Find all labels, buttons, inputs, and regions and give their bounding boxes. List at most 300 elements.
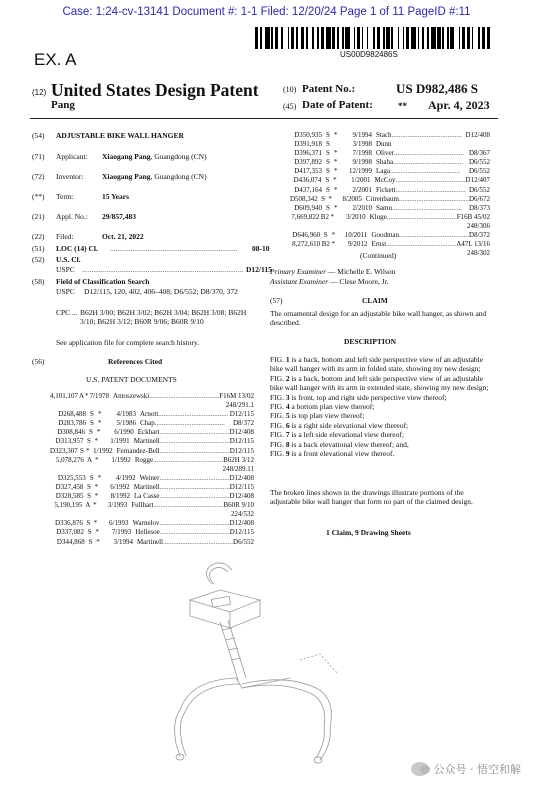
description-paragraph — [270, 440, 492, 449]
citation-s: * — [94, 482, 98, 491]
description-paragraph — [270, 393, 492, 402]
citation-leader: ........................................ — [159, 482, 230, 491]
primary-examiner-label: Primary Examiner — [270, 267, 327, 276]
citation-name: Samu — [376, 203, 392, 212]
description-paragraph — [270, 411, 492, 420]
patent-date: Apr. 4, 2023 — [428, 98, 490, 112]
citation-name: Kluge — [369, 212, 387, 221]
fig-prefix: FIG. — [270, 430, 286, 440]
fig-description: is a right side elevational view thereof; — [289, 420, 409, 430]
citation-k: S — [326, 131, 330, 139]
f22-num: (22) — [32, 232, 45, 241]
citation-date: 4/1992 — [116, 473, 136, 482]
citation-row — [50, 419, 254, 428]
citation-k: A — [78, 392, 84, 400]
citation-leader: ........................................ — [153, 501, 224, 510]
citation-name: Dunn — [376, 140, 392, 149]
patent-no-label: Patent No.: — [302, 83, 356, 95]
citation-leader: ........................................ — [159, 473, 230, 482]
description-paragraph — [270, 402, 492, 411]
citation-name: McCoy — [374, 176, 396, 185]
citation-date: 1/1991 — [110, 437, 130, 446]
citation-s: * — [328, 194, 332, 203]
citation-leader: ........................................ — [395, 185, 466, 194]
citation-num: D313,957 — [55, 437, 84, 446]
assistant-examiner-label: Assistant Examiner — [270, 277, 329, 286]
citation-row — [286, 195, 490, 204]
citation-num: D350,935 — [294, 131, 322, 139]
loc-class-label: LOC (14) Cl. — [56, 244, 98, 253]
citation-leader: ........................................ — [163, 537, 234, 546]
references-heading: References Cited — [108, 357, 163, 366]
fig-prefix: FIG. — [270, 392, 286, 402]
filed-value: Oct. 21, 2022 — [102, 232, 144, 241]
citation-k: B2 — [321, 240, 330, 249]
citation-leader: ........................................ — [159, 492, 230, 501]
citation-row — [50, 437, 254, 446]
fig-description: a bottom plan view thereof; — [289, 402, 375, 412]
claims-footer: 1 Claim, 9 Drawing Sheets — [326, 528, 411, 537]
citation-date: 7/1993 — [111, 528, 132, 537]
citation-name: Chap — [140, 419, 155, 428]
citation-name: Rogge — [134, 455, 154, 464]
citation-cls: D6/552 — [469, 158, 490, 167]
description-body — [270, 355, 492, 458]
description-paragraph — [270, 355, 492, 374]
citation-name: Antoszewski — [113, 392, 150, 400]
citation-date: 6/1993 — [109, 519, 129, 528]
citation-k: S — [86, 437, 91, 446]
us-documents-heading: U.S. PATENT DOCUMENTS — [86, 375, 177, 384]
citation-leader: ........................................ — [391, 203, 462, 212]
citation-cls: D6/552 — [469, 167, 490, 176]
citation-s: * — [330, 212, 334, 221]
citation-date: 6/1990 — [114, 428, 134, 437]
citation-leader: ........................................ — [395, 176, 466, 185]
fig-number: 2 — [285, 373, 290, 383]
citation-s: * — [334, 131, 338, 139]
citation-leader: ........................................ — [386, 212, 457, 221]
citation-num: D344,868 — [56, 537, 85, 546]
citation-cls: D12/115 — [229, 437, 254, 446]
citation-s: * — [334, 185, 338, 194]
field-search-uspc: D12/115, 120, 402, 406–408; D6/552; D8/370, 372 — [84, 287, 238, 296]
f52-num: (52) — [32, 255, 45, 264]
citation-k: S — [326, 203, 330, 212]
field-search-uspc-label: USPC — [56, 287, 75, 296]
citation-num: D436,074 — [293, 176, 322, 185]
citation-date: 8/2005 — [342, 194, 362, 203]
citation-leader: ........................................ — [399, 231, 470, 240]
term-label: Term: — [56, 192, 74, 201]
citation-row — [286, 213, 490, 222]
citation-k: S — [326, 167, 330, 176]
appl-no-value: 29/857,483 — [102, 212, 136, 221]
citation-k: S — [90, 419, 94, 428]
watermark-text: 公众号 · 悟空和解 — [433, 763, 521, 776]
fig-number: 8 — [285, 439, 290, 449]
citation-cls: D8/372 — [469, 231, 491, 240]
citation-s: * — [331, 231, 335, 240]
citation-date: 7/1978 — [89, 392, 110, 400]
citation-row — [50, 456, 254, 465]
f51-num: (51) — [32, 244, 45, 253]
citation-row — [286, 158, 490, 167]
citation-k: A — [85, 501, 91, 510]
header-rule — [30, 118, 498, 119]
fig-number: 7 — [285, 430, 290, 440]
citation-name: Eckhart — [137, 428, 160, 437]
citation-cls: D12/115 — [229, 410, 254, 419]
fig-number: 1 — [285, 355, 290, 364]
citation-row — [286, 131, 490, 140]
citation-k: S — [89, 473, 94, 482]
fig-description: is a back, bottom and left side perspective view of an adjustable bike wall hanger with its arm in folded state, showing my new design; — [270, 355, 484, 374]
citation-row — [50, 492, 254, 501]
citation-s: * — [96, 537, 100, 546]
citation-s: * — [95, 455, 99, 464]
patent-number: US D982,486 S — [396, 81, 478, 96]
citation-num: 5,078,276 — [55, 455, 84, 464]
fig-prefix: FIG. — [270, 402, 286, 412]
citation-cls: D12/408 — [229, 519, 255, 528]
citation-num: D308,846 — [57, 428, 86, 437]
fig-prefix: FIG. — [270, 373, 286, 383]
f56-num: (56) — [32, 357, 45, 366]
citation-name: Fickett — [376, 185, 396, 194]
citation-row — [286, 186, 490, 195]
citation-row — [286, 231, 490, 240]
field-search-label: Field of Classification Search — [56, 277, 150, 286]
citation-row — [286, 167, 490, 176]
citation-date: 7/1998 — [352, 149, 372, 158]
citation-name: Weiner — [139, 473, 160, 482]
citation-date: 9/2012 — [347, 240, 368, 249]
broken-lines-note: The broken lines shown in the drawings illustrate portions of the adjustable bike wall hanger that form no part of the claimed design. — [270, 488, 473, 507]
citation-row — [50, 392, 254, 401]
barcode-text: US00D982486S — [340, 50, 398, 59]
citation-cls: D6/552 — [469, 185, 490, 194]
fig-number: 4 — [285, 402, 290, 412]
citation-leader: ........................................ — [393, 158, 464, 167]
citation-date: 5/1986 — [116, 419, 136, 428]
citation-num: D396,371 — [294, 149, 322, 158]
citation-num: D328,585 — [55, 492, 84, 501]
citation-continuation: 248/302 — [467, 249, 490, 258]
barcode — [255, 27, 492, 49]
citation-s: * — [94, 437, 98, 446]
citation-k: S — [321, 194, 326, 203]
citation-s: * — [98, 419, 102, 428]
citation-date: 10/2011 — [344, 231, 368, 240]
f54-num: (54) — [32, 131, 45, 140]
citation-name: Martinell — [136, 537, 164, 546]
citation-cls: D6/552 — [233, 537, 255, 546]
description-paragraph — [270, 374, 492, 393]
citation-cls: D12/408 — [229, 428, 254, 437]
citation-num: D327,458 — [55, 482, 84, 491]
citation-date: 4/1983 — [116, 410, 136, 419]
citation-s: * — [334, 167, 338, 176]
citation-name: Citrenbaum — [365, 194, 399, 203]
citation-num: D323,307 — [50, 446, 78, 455]
inventor-short: Pang — [51, 99, 75, 111]
citation-leader: ........................................ — [154, 419, 225, 428]
citation-s: * — [333, 176, 337, 185]
uspc-leader: ...................................................................................... — [82, 265, 244, 274]
citation-date: 2/2001 — [352, 185, 372, 194]
citation-k: S — [87, 492, 92, 501]
citation-date: 1/2001 — [351, 176, 371, 185]
fig-description: is top plan view thereof; — [289, 411, 365, 421]
citation-num: D325,553 — [57, 473, 86, 482]
field-45-num: (45) — [283, 102, 297, 111]
citation-num: D508,342 — [289, 194, 318, 203]
fig-number: 6 — [285, 420, 290, 430]
claim-num: (57) — [270, 296, 283, 305]
citation-s: * — [95, 528, 99, 537]
date-mark: ** — [398, 101, 407, 111]
citation-date: 9/1998 — [352, 158, 372, 167]
citation-cls: D12/115 — [229, 528, 255, 537]
citation-row — [50, 519, 254, 528]
fig-prefix: FIG. — [270, 411, 286, 421]
citation-cls: D12/407 — [465, 176, 491, 185]
applicant-name: Xiaogang Pang — [102, 152, 151, 161]
citation-cls: D12/408 — [229, 473, 254, 482]
citation-cls: D8/373 — [469, 203, 490, 212]
citation-leader: ........................................ — [159, 437, 230, 446]
loc-class-leader: .................................................................... — [110, 244, 238, 253]
citation-row — [50, 474, 254, 483]
citation-row — [50, 410, 254, 419]
citation-s: * — [93, 501, 97, 510]
filed-label: Filed: — [56, 232, 74, 241]
citation-row — [50, 528, 254, 537]
citation-cls: D8/372 — [233, 419, 254, 428]
f71-num: (71) — [32, 152, 45, 161]
term-num: (**) — [32, 192, 45, 201]
citation-name: Goodman — [371, 231, 400, 240]
description-paragraph — [270, 449, 492, 458]
citation-num: D646,960 — [292, 231, 321, 240]
citation-date: 6/1992 — [110, 482, 130, 491]
citation-row — [286, 204, 490, 213]
fig-description: is a back, bottom and left side perspective view of an adjustable bike wall hanger with its arm in extended state, showing my new design; — [270, 373, 489, 393]
citation-date: 1/1992 — [93, 446, 113, 455]
citation-date: 3/1998 — [352, 140, 372, 149]
citation-s: * — [331, 240, 335, 249]
citation-name: Fullhart — [131, 501, 154, 510]
citation-num: D391,918 — [294, 140, 322, 149]
citation-date: 3/1994 — [113, 537, 133, 546]
wechat-icon — [411, 762, 429, 776]
fig-number: 5 — [285, 411, 290, 421]
citation-leader: ........................................ — [393, 149, 464, 158]
uspc-value: D12/115 — [246, 265, 272, 274]
patent-type-title: United States Design Patent — [51, 80, 259, 100]
field-12-num: (12) — [32, 88, 47, 97]
citation-leader: ........................................ — [158, 410, 229, 419]
citation-cls: B60R 9/10 — [223, 501, 254, 510]
citation-cls: B62H 3/12 — [223, 455, 255, 464]
citation-num: 7,669,822 — [291, 212, 320, 221]
citation-name: La Casse — [134, 492, 160, 501]
citation-leader: ........................................ — [391, 131, 462, 139]
citation-num: D336,876 — [55, 519, 83, 528]
citation-continuation: 248/291.1 — [225, 401, 254, 410]
citation-k: S — [87, 528, 92, 537]
citation-row — [286, 140, 490, 149]
citation-num: 8,272,610 — [292, 240, 321, 249]
citation-s: * — [94, 492, 99, 501]
citation-k: B2 — [320, 212, 329, 221]
case-header: Case: 1:24-cv-13141 Document #: 1-1 Filed: 12/20/24 Page 1 of 11 PageID #:11 — [62, 6, 471, 18]
citation-num: D397,892 — [294, 158, 322, 167]
citation-continuation: 248/289.11 — [222, 464, 254, 473]
continued-note: (Continued) — [360, 251, 397, 260]
citation-num: 4,101,107 — [50, 392, 78, 400]
fig-prefix: FIG. — [270, 449, 286, 459]
citation-k: S — [326, 158, 330, 167]
citation-name: Shaha — [376, 158, 394, 167]
citation-k: S — [80, 446, 84, 455]
citation-date: 3/2010 — [346, 212, 366, 221]
claim-text: The ornamental design for an adjustable bike wall hanger, as shown and described. — [270, 309, 487, 328]
date-label: Date of Patent: — [302, 99, 373, 111]
bike-hanger-drawing — [150, 560, 380, 778]
citation-s: * — [84, 392, 89, 400]
citation-row — [50, 483, 254, 492]
citation-row — [50, 501, 254, 510]
citation-name: Stach — [376, 131, 392, 139]
description-paragraph — [270, 430, 492, 439]
citation-cls: D6/672 — [468, 194, 490, 203]
citation-name: Ernst — [371, 240, 387, 249]
watermark — [411, 761, 522, 777]
citations-right — [286, 131, 490, 258]
f72-num: (72) — [32, 172, 45, 181]
citation-leader — [392, 140, 490, 149]
description-heading: DESCRIPTION — [344, 337, 397, 346]
applicant-label: Applicant: — [56, 152, 88, 161]
citation-date: 8/1992 — [110, 492, 131, 501]
citation-leader: ........................................ — [390, 167, 460, 176]
citation-k: S — [88, 428, 93, 437]
citation-name: Hellesoe — [135, 528, 160, 537]
citation-k: S — [86, 519, 91, 528]
citation-s: * — [86, 446, 90, 455]
citation-leader: ........................................ — [398, 194, 469, 203]
citation-s: * — [334, 203, 338, 212]
claim-heading: CLAIM — [362, 296, 388, 305]
citation-k: A — [86, 455, 92, 464]
citation-num: 5,190,195 — [54, 501, 83, 510]
citation-leader: ........................................ — [159, 428, 230, 437]
citation-s: * — [98, 410, 102, 419]
fig-prefix: FIG. — [270, 355, 286, 364]
citation-row — [286, 176, 490, 185]
citation-s: * — [334, 158, 338, 167]
citation-name: Martinell — [133, 482, 160, 491]
citation-leader: ........................................ — [159, 446, 230, 455]
fig-prefix: FIG. — [270, 439, 286, 449]
citation-k: S — [90, 410, 94, 419]
citation-cls: D12/408 — [229, 492, 254, 501]
citation-continuation: 248/306 — [467, 221, 490, 230]
citation-row — [50, 447, 254, 456]
us-cl-label: U.S. Cl. — [56, 255, 81, 264]
field-search-cpc: B62H 3/00; B62H 3/02; B62H 3/04; B62H 3/08; B62H 3/10; B62H 3/12; B60R 9/06; B60R 9/10 — [80, 308, 247, 327]
citation-name: Arnott — [140, 410, 159, 419]
citation-s: * — [93, 519, 98, 528]
citation-leader: ........................................ — [159, 528, 230, 537]
citation-cls: F16B 45/02 — [456, 212, 490, 221]
citation-row — [50, 428, 254, 437]
citation-date: 2/2010 — [352, 203, 372, 212]
fig-prefix: FIG. — [270, 420, 286, 430]
citation-k: S — [86, 482, 91, 491]
citation-name: Warnelov — [132, 519, 160, 528]
primary-examiner-name: — Michelle E. Wilson — [326, 267, 396, 276]
fig-description: is a front elevational view thereof. — [289, 449, 395, 459]
inventor-location: , Guangdong (CN) — [150, 172, 207, 181]
citation-date: 1/1992 — [111, 455, 131, 464]
citation-row — [50, 538, 254, 547]
citation-cls: D12/115 — [229, 446, 254, 455]
term-value: 15 Years — [102, 192, 130, 201]
citation-name: Laga — [376, 167, 390, 176]
citation-num: D283,786 — [58, 419, 86, 428]
citation-num: D437,164 — [294, 185, 322, 194]
field-search-note: See application file for complete search history. — [56, 338, 200, 347]
citation-s — [334, 140, 342, 149]
fig-number: 3 — [285, 392, 290, 402]
uspc-label: USPC — [56, 265, 75, 274]
fig-number: 9 — [285, 449, 290, 459]
citation-cls: F16M 13/02 — [219, 392, 254, 400]
citation-k: S — [88, 537, 93, 546]
citation-cls: D8/367 — [469, 149, 490, 158]
fig-description: is a back elevational view thereof; and, — [289, 439, 409, 449]
field-10-num: (10) — [283, 85, 297, 94]
citation-k: S — [323, 231, 328, 240]
citation-leader: ........................................ — [149, 392, 220, 400]
description-paragraph — [270, 421, 492, 430]
citation-num: D417,353 — [294, 167, 322, 176]
applicant-location: , Guangdong (CN) — [150, 152, 207, 161]
citation-s: * — [96, 428, 101, 437]
citation-date: 12/1999 — [349, 167, 372, 176]
loc-class-value: 08-10 — [252, 244, 270, 253]
citation-name: Oliver — [376, 149, 394, 158]
citation-name: Fernandez-Bell — [116, 446, 160, 455]
citation-k: S — [326, 140, 330, 149]
citation-num: D609,940 — [294, 203, 322, 212]
citation-name: Martinell — [133, 437, 160, 446]
citation-continuation: 224/532 — [231, 510, 254, 519]
f21-num: (21) — [32, 212, 45, 221]
citation-k: S — [326, 185, 330, 194]
citation-k: S — [325, 176, 330, 185]
citation-leader: ........................................ — [159, 519, 230, 528]
field-search-cpc-label: CPC ... — [56, 308, 78, 317]
assistant-examiner-name: — Clese Moore, Jr. — [328, 277, 389, 286]
citation-cls: A47L 13/16 — [456, 240, 490, 249]
citation-s: * — [97, 473, 102, 482]
f58-num: (58) — [32, 277, 45, 286]
citation-cls: D12/408 — [465, 131, 490, 139]
